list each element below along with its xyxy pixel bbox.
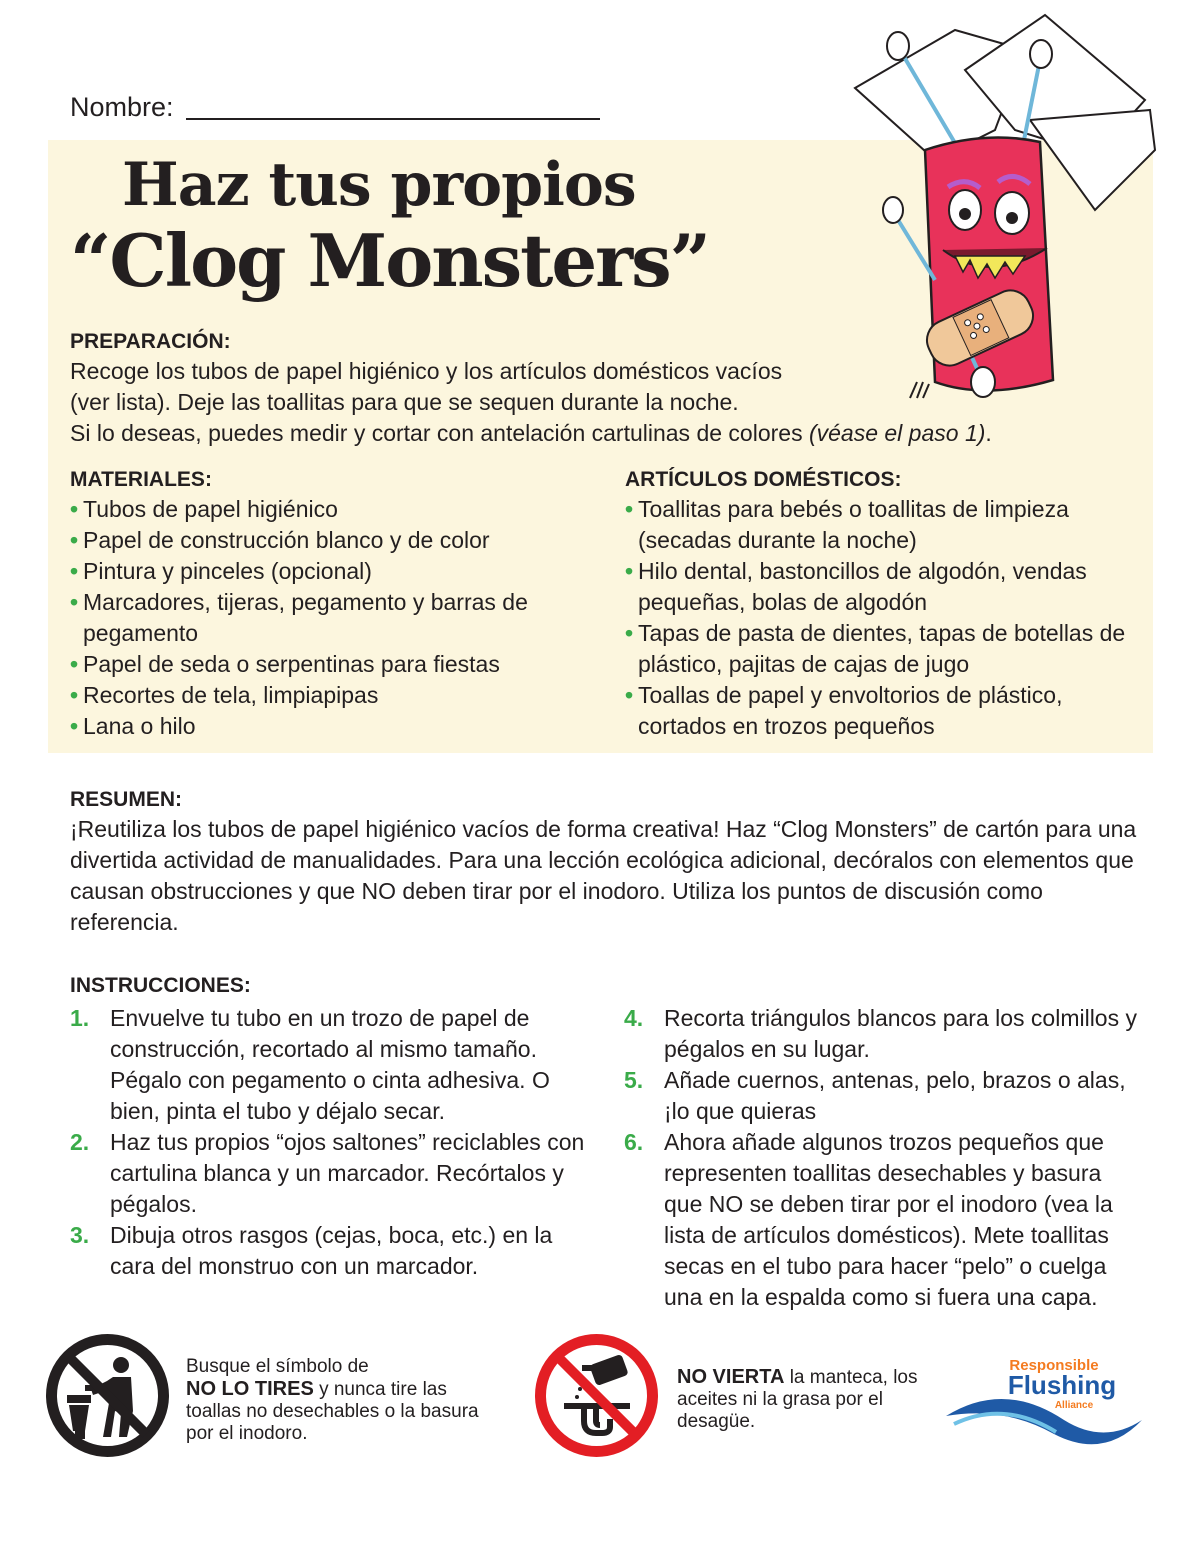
bullet: • <box>70 651 79 677</box>
step-number: 5. <box>624 1067 644 1093</box>
step-text: Haz tus propios “ojos saltones” reciclables con cartulina blanca y un marcador. Recórtalos y pégalos. <box>110 1129 585 1217</box>
list-item <box>70 1220 590 1282</box>
list-item <box>625 618 1145 680</box>
preparacion-line3-text: Si lo deseas, puedes medir y cortar con antelación cartulinas de colores <box>70 420 809 446</box>
list-item-text: Tubos de papel higiénico <box>83 496 338 522</box>
no-flush-note <box>186 1356 496 1445</box>
step-text: Recorta triángulos blancos para los colmillos y pégalos en su lugar. <box>664 1005 1137 1062</box>
materiales-list <box>70 494 540 742</box>
bullet: • <box>70 682 79 708</box>
bullet: • <box>70 713 79 739</box>
list-item <box>70 556 540 587</box>
page-title-line1: Haz tus propios <box>122 150 636 220</box>
step-number: 3. <box>70 1222 90 1248</box>
preparacion-line2: (ver lista). Deje las toallitas para que se sequen durante la noche. <box>70 389 739 415</box>
bullet: • <box>70 558 79 584</box>
instrucciones-list-left <box>70 1003 590 1282</box>
step-text: Dibuja otros rasgos (cejas, boca, etc.) en la cara del monstruo con un marcador. <box>110 1222 553 1279</box>
list-item <box>70 649 540 680</box>
bullet: • <box>625 558 634 584</box>
logo-sub-text: Alliance <box>1054 1400 1094 1411</box>
resumen-text: ¡Reutiliza los tubos de papel higiénico vacíos de forma creativa! Haz “Clog Monsters” de cartón para una divertida actividad de manualidades. Para una lección ecológica adicional, decóralos con elementos que causan obstrucciones y que NO deben tirar por el inodoro. Utiliza los puntos de discusión como referencia. <box>70 816 1137 935</box>
step-text: Envuelve tu tubo en un trozo de papel de construcción, recortado al mismo tamaño. Pégalo con pegamento o cinta adhesiva. O bien, pinta el tubo y déjalo secar. <box>110 1005 550 1124</box>
list-item-text: Hilo dental, bastoncillos de algodón, vendas pequeñas, bolas de algodón <box>638 558 1087 615</box>
preparacion-line3 <box>70 418 1130 449</box>
list-item <box>70 1127 590 1220</box>
note1-pre: Busque el símbolo de <box>186 1356 369 1377</box>
page-title-line2: “Clog Monsters” <box>70 218 710 303</box>
note2-bold: NO VIERTA <box>677 1366 785 1388</box>
list-item <box>70 711 540 742</box>
no-pour-note <box>677 1366 947 1433</box>
note2-post: la manteca, los aceites ni la grasa por el desagüe. <box>677 1367 918 1432</box>
bullet: • <box>70 527 79 553</box>
preparacion-heading: PREPARACIÓN: <box>70 330 231 353</box>
monster-illustration <box>815 10 1185 400</box>
list-item <box>624 1003 1144 1065</box>
list-item-text: Recortes de tela, limpiapipas <box>83 682 379 708</box>
list-item-text: Toallitas para bebés o toallitas de limpieza (secadas durante la noche) <box>638 496 1069 553</box>
no-flush-icon <box>45 1333 170 1458</box>
list-item-text: Pintura y pinceles (opcional) <box>83 558 372 584</box>
bullet: • <box>625 620 634 646</box>
nombre-label: Nombre: <box>70 92 174 122</box>
step-text: Ahora añade algunos trozos pequeños que representen toallitas desechables y basura que NO se deben tirar por el inodoro (vea la lista de artículos domésticos). Mete toallitas secas en el tubo para hacer “pelo” o cuelga una en la espalda como si fuera una capa. <box>664 1129 1113 1310</box>
logo-main-text: Flushing <box>1007 1370 1117 1400</box>
bullet: • <box>70 589 79 615</box>
list-item <box>625 494 1145 556</box>
no-pour-grease-icon <box>534 1333 659 1458</box>
responsible-flushing-logo <box>944 1350 1144 1450</box>
bullet: • <box>70 496 79 522</box>
list-item-text: Marcadores, tijeras, pegamento y barras de pegamento <box>83 589 528 646</box>
articulos-heading: ARTÍCULOS DOMÉSTICOS: <box>625 468 902 491</box>
list-item <box>625 556 1145 618</box>
preparacion-line3-end: . <box>985 420 992 446</box>
list-item <box>625 680 1145 742</box>
list-item <box>70 1003 590 1127</box>
bullet: • <box>625 496 634 522</box>
resumen-heading: RESUMEN: <box>70 788 183 811</box>
nombre-line <box>186 118 600 120</box>
instrucciones-heading: INSTRUCCIONES: <box>70 974 251 997</box>
step-text: Añade cuernos, antenas, pelo, brazos o alas, ¡lo que quieras <box>664 1067 1126 1124</box>
articulos-list <box>625 494 1145 742</box>
step-number: 6. <box>624 1129 644 1155</box>
list-item <box>624 1065 1144 1127</box>
preparacion-text <box>70 356 1130 449</box>
preparacion-line3-italic: (véase el paso 1) <box>808 420 986 446</box>
step-number: 2. <box>70 1129 90 1155</box>
list-item-text: Toallas de papel y envoltorios de plástico, cortados en trozos pequeños <box>638 682 1063 739</box>
materiales-heading: MATERIALES: <box>70 468 212 491</box>
list-item <box>70 680 540 711</box>
list-item <box>624 1127 1144 1313</box>
list-item <box>70 494 540 525</box>
note1-bold: NO LO TIRES <box>186 1378 314 1400</box>
list-item-text: Tapas de pasta de dientes, tapas de botellas de plástico, pajitas de cajas de jugo <box>638 620 1126 677</box>
step-number: 4. <box>624 1005 644 1031</box>
step-number: 1. <box>70 1005 90 1031</box>
list-item <box>70 587 540 649</box>
list-item-text: Papel de seda o serpentinas para fiestas <box>83 651 500 677</box>
preparacion-line1: Recoge los tubos de papel higiénico y los artículos domésticos vacíos <box>70 358 783 384</box>
instrucciones-list-right <box>624 1003 1144 1313</box>
logo-top-text: Responsible <box>1009 1357 1099 1374</box>
list-item <box>70 525 540 556</box>
list-item-text: Papel de construcción blanco y de color <box>83 527 490 553</box>
bullet: • <box>625 682 634 708</box>
list-item-text: Lana o hilo <box>83 713 196 739</box>
note1-post: y nunca tire las toallas no desechables o la basura por el inodoro. <box>186 1379 479 1444</box>
